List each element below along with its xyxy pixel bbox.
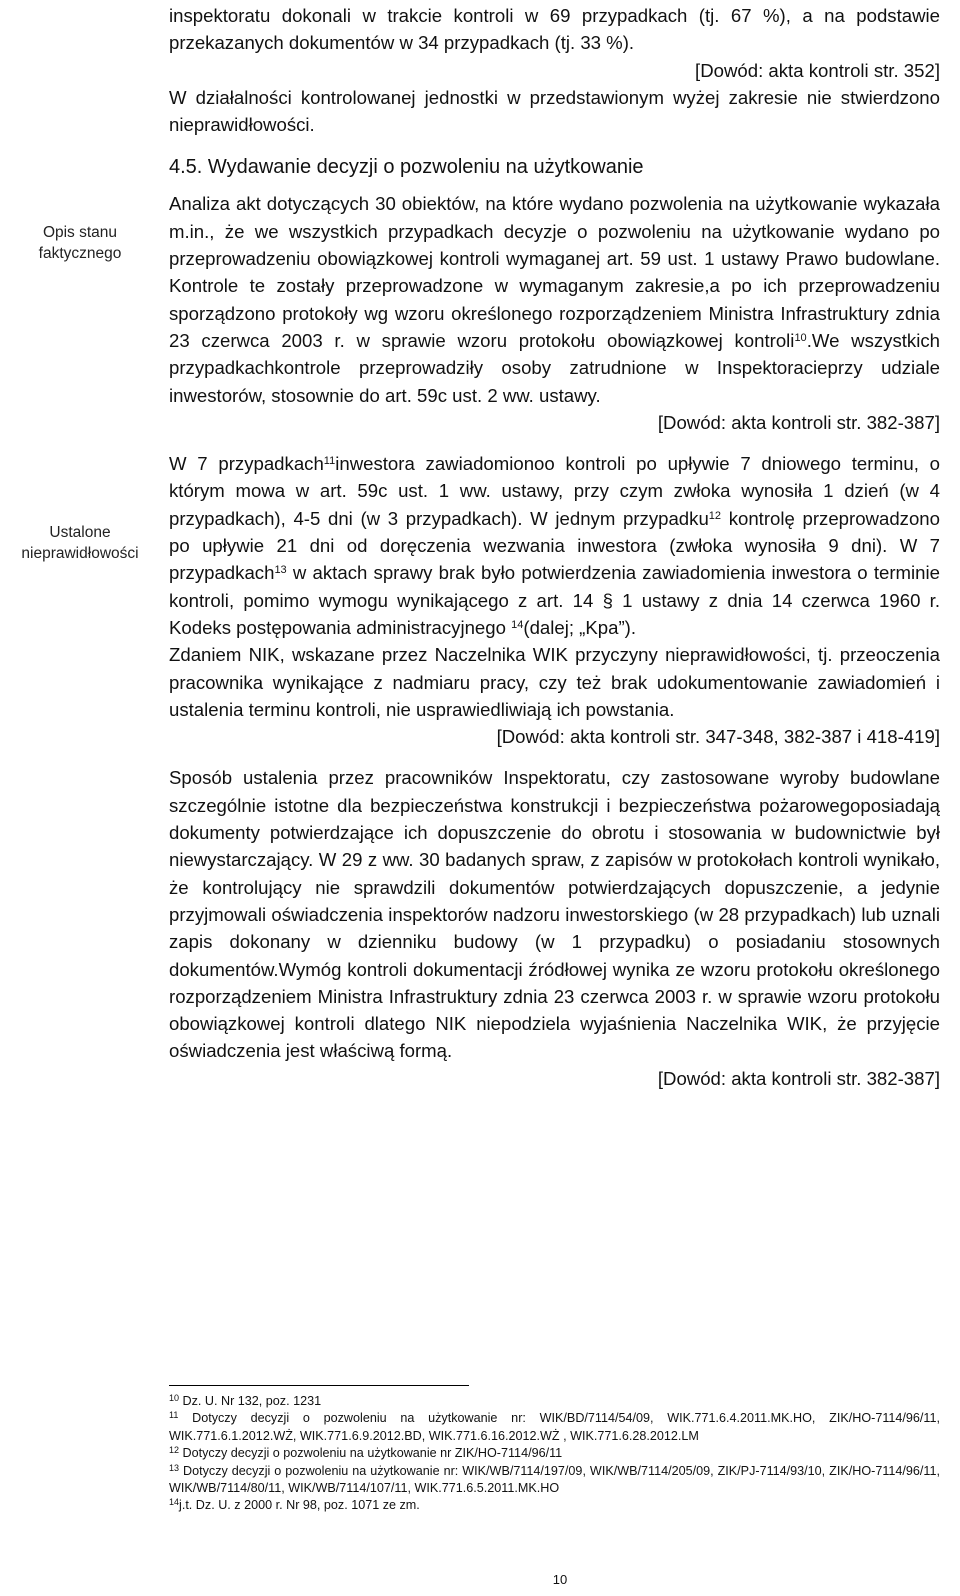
- footnote: $^{13}$ Dotyczy decyzji o pozwoleniu na użytkowanie nr: WIK/WB/7114/197/09, WIK/WB/7114/205/09, ZIK/PJ-7114/93/10, ZIK/HO-7114/96/11, WIK/WB/7114/80/11, WIK/WB/7114/107/11, WIK.771.6.5.2011.MK.HO: [169, 1462, 940, 1496]
- footnote-separator: [169, 1385, 469, 1386]
- footnote-ref: 10: [794, 331, 807, 344]
- paragraph: Analiza akt dotyczących 30 obiektów, na które wydano pozwolenia na użytkowanie wykazała m.in., że we wszystkich przypadkach decyzje o pozwoleniu na użytkowanie wydano po przeprowadzeniu obowiązkowej kontroli wymaganej art. 59 ust. 1 ustawy Prawo budowlane. Kontrole te zostały przeprowadzone w wymaganym zakresie,a po ich przeprowadzeniu sporządzono protokoły wg wzoru określonego rozporządzeniem Ministra Infrastruktury zdnia 23 czerwca 2003 r. w sprawie wzoru protokołu obowiązkowej kontroli$^{10}$.We wszystkich przypadkachkontrole przeprowadziły osoby zatrudnione w Inspektoracieprzy udziale inwestorów, stosownie do art. 59c ust. 2 ww. ustawy.: [169, 193, 940, 406]
- evidence-reference: [Dowód: akta kontroli str. 382-387]: [657, 411, 940, 433]
- section-heading: 4.5. Wydawanie decyzji o pozwoleniu na użytkowanie: [169, 156, 644, 179]
- footnote: $^{11}$ Dotyczy decyzji o pozwoleniu na użytkowanie nr: WIK/BD/7114/54/09, WIK.771.6.4.2011.MK.HO, ZIK/HO-7114/96/11, WIK.771.6.1.2012.WŻ, WIK.771.6.9.2012.BD, WIK.771.6.16.2012.WŻ , WIK.771.6.28.2012.LM: [169, 1410, 940, 1443]
- main-text: [169, 2, 940, 1092]
- paragraph: Zdaniem NIK, wskazane przez Naczelnika WIK przyczyny nieprawidłowości, tj. przeoczenia pracownika wynikające z nadmiaru pracy, czy też brak udokumentowanie zawiadomień i ustalenia terminu kontroli, nie usprawiedliwiają ich powstania.: [169, 644, 940, 720]
- footnote-ref: 13: [274, 564, 287, 577]
- evidence-reference: [Dowód: akta kontroli str. 347-348, 382-387 i 418-419]: [496, 726, 940, 748]
- footnote: $^{12}$ Dotyczy decyzji o pozwoleniu na użytkowanie nr ZIK/HO-7114/96/11: [169, 1445, 563, 1461]
- paragraph: Sposób ustalenia przez pracowników Inspektoratu, czy zastosowane wyroby budowlane szczególnie istotne dla bezpieczeństwa konstrukcji i bezpieczeństwa pożarowegoposiadają dokumenty potwierdzające ich dopuszczenie do obrotu i stosowania w budownictwie był niewystarczający. W 29 z ww. 30 badanych spraw, z zapisów w protokołach kontroli wynikało, że kontrolujący nie sprawdzili dokumentów potwierdzających dopuszczenie, a jedynie przyjmowali oświadczenia inspektorów nadzoru inwestorskiego (w 28 przypadkach) lub uznali zapis dokonany w dzienniku budowy (w 1 przypadku) o posiadaniu stosownych dokumentów.Wymóg kontroli dokumentacji źródłowej wynika ze wzoru protokołu określonego rozporządzeniem Ministra Infrastruktury zdnia 23 czerwca 2003 r. w sprawie wzoru protokołu obowiązkowej kontroli dlatego NIK niepodziela wyjaśnienia Naczelnika WIK, że przyjęcie oświadczenia jest właściwą formą.: [169, 767, 940, 1062]
- footnote-ref: 14: [511, 618, 524, 631]
- page-number: 10: [552, 1572, 568, 1587]
- footnote: $^{10}$ Dz. U. Nr 132, poz. 1231: [169, 1393, 322, 1408]
- footnote: $^{14}$j.t. Dz. U. z 2000 r. Nr 98, poz. 1071 ze zm.: [169, 1497, 420, 1513]
- paragraph: W działalności kontrolowanej jednostki w przedstawionym wyżej zakresie nie stwierdzono nieprawidłowości.: [169, 86, 940, 136]
- footnote-ref: 12: [708, 509, 722, 522]
- footnotes: [169, 1393, 940, 1515]
- paragraph: W 7 przypadkach$^{11}$inwestora zawiadomionoo kontroli po upływie 7 dniowego terminu, o którym mowa w art. 59c ust. 1 ww. ustawy, przy czym zwłoka wynosiła 1 dzień (w 4 przypadkach), 4-5 dni (w 3 przypadkach). W jednym przypadku$^{12}$ kontrolę przeprowadzono po upływie 21 dni od doręczenia wezwania inwestora (zwłoka wynosiła 9 dni). W 7 przypadkach$^{13}$ w aktach sprawy brak było potwierdzenia zawiadomienia inwestora o terminie kontroli, pomimo wymogu wynikającego z art. 14 § 1 ustawy z dnia 14 czerwca 1960 r. Kodeks postępowania administracyjnego $^{14}$(dalej; „Kpa”).: [169, 453, 940, 638]
- margin-label-irregularities: Ustalone nieprawidłowości: [21, 524, 139, 562]
- margin-label-facts: Opis stanu faktycznego: [38, 224, 122, 262]
- evidence-reference: [Dowód: akta kontroli str. 382-387]: [657, 1067, 940, 1089]
- paragraph: inspektoratu dokonali w trakcie kontroli w 69 przypadkach (tj. 67 %), a na podstawie przekazanych dokumentów w 34 przypadkach (tj. 33 %).: [169, 5, 940, 54]
- evidence-reference: [Dowód: akta kontroli str. 352]: [695, 59, 940, 81]
- footnote-ref: 11: [323, 455, 336, 468]
